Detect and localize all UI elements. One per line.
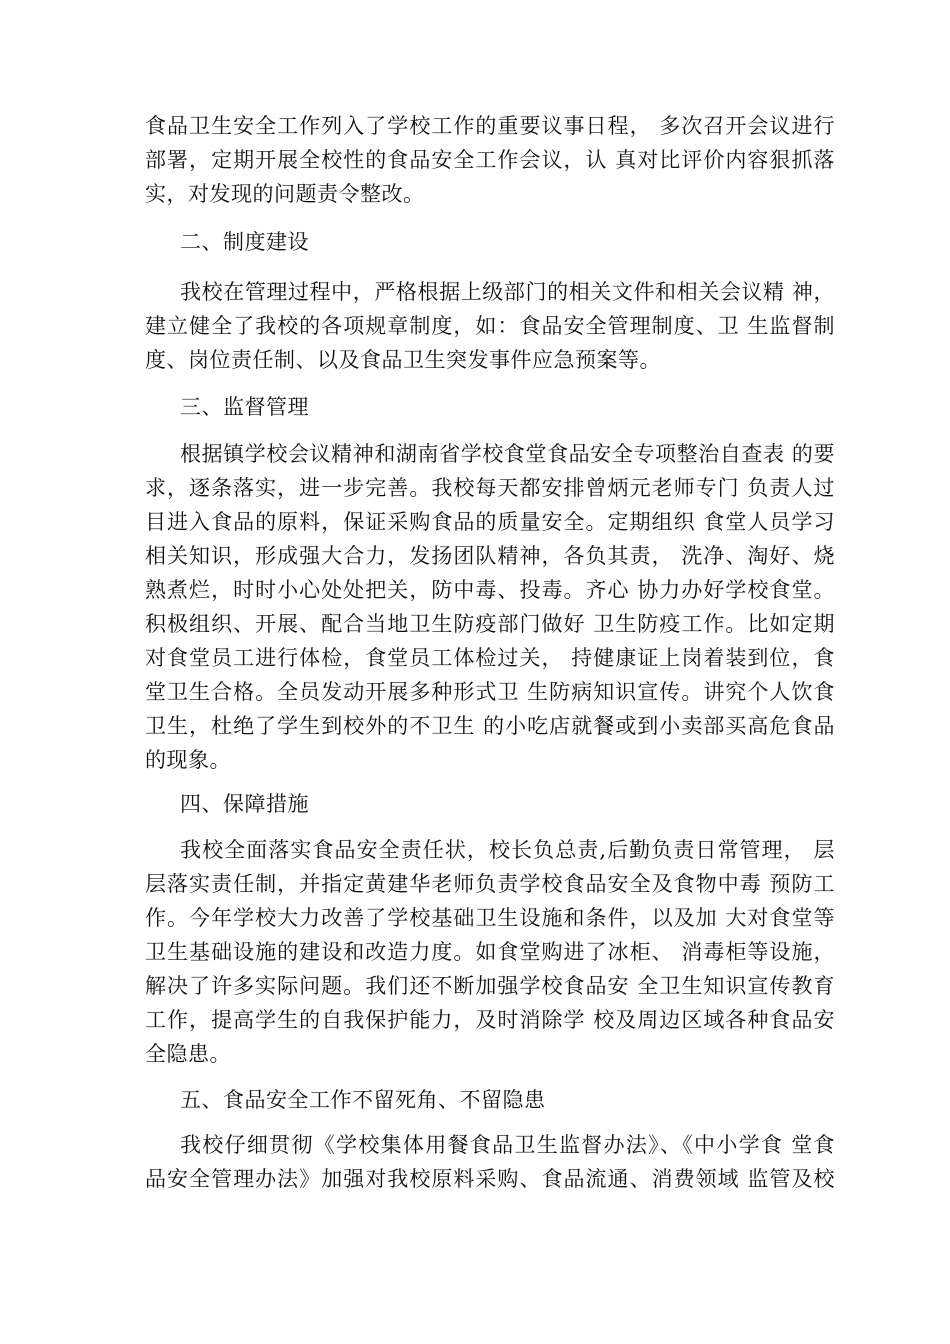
paragraph-line: 食品卫生安全工作列入了学校工作的重要议事日程， 多次召开会议进行 <box>145 114 835 138</box>
paragraph-line: 解决了许多实际问题。我们还不断加强学校食品安 全卫生知识宣传教育 <box>145 974 835 998</box>
paragraph-line: 度、岗位责任制、以及食品卫生突发事件应急预案等。 <box>145 348 661 372</box>
paragraph-line: 积极组织、开展、配合当地卫生防疫部门做好 卫生防疫工作。比如定期 <box>145 612 835 636</box>
paragraph-line: 全隐患。 <box>145 1042 231 1066</box>
paragraph-line: 实，对发现的问题责令整改。 <box>145 182 425 206</box>
paragraph-line: 作。今年学校大力改善了学校基础卫生设施和条件，以及加 大对食堂等 <box>145 906 835 930</box>
paragraph-line: 根据镇学校会议精神和湖南省学校食堂食品安全专项整治自查表 的要 <box>180 442 835 466</box>
section-heading: 四、保障措施 <box>180 792 309 816</box>
paragraph-line: 的现象。 <box>145 748 231 772</box>
paragraph-line: 建立健全了我校的各项规章制度，如：食品安全管理制度、卫 生监督制 <box>145 314 835 338</box>
paragraph-line: 工作，提高学生的自我保护能力，及时消除学 校及周边区域各种食品安 <box>145 1008 835 1032</box>
paragraph-line: 熟煮烂，时时小心处处把关，防中毒、投毒。齐心 协力办好学校食堂。 <box>145 578 835 602</box>
paragraph-line: 堂卫生合格。全员发动开展多种形式卫 生防病知识宣传。讲究个人饮食 <box>145 680 835 704</box>
paragraph-line: 相关知识，形成强大合力，发扬团队精神，各负其责， 洗净、淘好、烧 <box>145 544 835 568</box>
paragraph-line: 层落实责任制，并指定黄建华老师负责学校食品安全及食物中毒 预防工 <box>145 872 835 896</box>
paragraph-line: 部署，定期开展全校性的食品安全工作会议，认 真对比评价内容狠抓落 <box>145 148 835 172</box>
paragraph-line: 卫生，杜绝了学生到校外的不卫生 的小吃店就餐或到小卖部买高危食品 <box>145 714 835 738</box>
paragraph-line: 我校全面落实食品安全责任状，校长负总责,后勤负责日常管理， 层 <box>180 838 835 862</box>
section-heading: 五、食品安全工作不留死角、不留隐患 <box>180 1088 546 1112</box>
paragraph-line: 品安全管理办法》加强对我校原料采购、食品流通、消费领域 监管及校 <box>145 1167 835 1191</box>
paragraph-line: 目进入食品的原料，保证采购食品的质量安全。定期组织 食堂人员学习 <box>145 510 835 534</box>
paragraph-line: 卫生基础设施的建设和改造力度。如食堂购进了冰柜、 消毒柜等设施， <box>145 940 835 964</box>
paragraph-line: 我校仔细贯彻《学校集体用餐食品卫生监督办法》、《中小学食 堂食 <box>180 1133 835 1157</box>
paragraph-line: 对食堂员工进行体检，食堂员工体检过关， 持健康证上岗着装到位，食 <box>145 646 835 670</box>
paragraph-line: 我校在管理过程中，严格根据上级部门的相关文件和相关会议精 神， <box>180 280 835 304</box>
section-heading: 三、监督管理 <box>180 395 309 419</box>
section-heading: 二、制度建设 <box>180 230 309 254</box>
paragraph-line: 求，逐条落实，进一步完善。我校每天都安排曾炳元老师专门 负责人过 <box>145 476 835 500</box>
